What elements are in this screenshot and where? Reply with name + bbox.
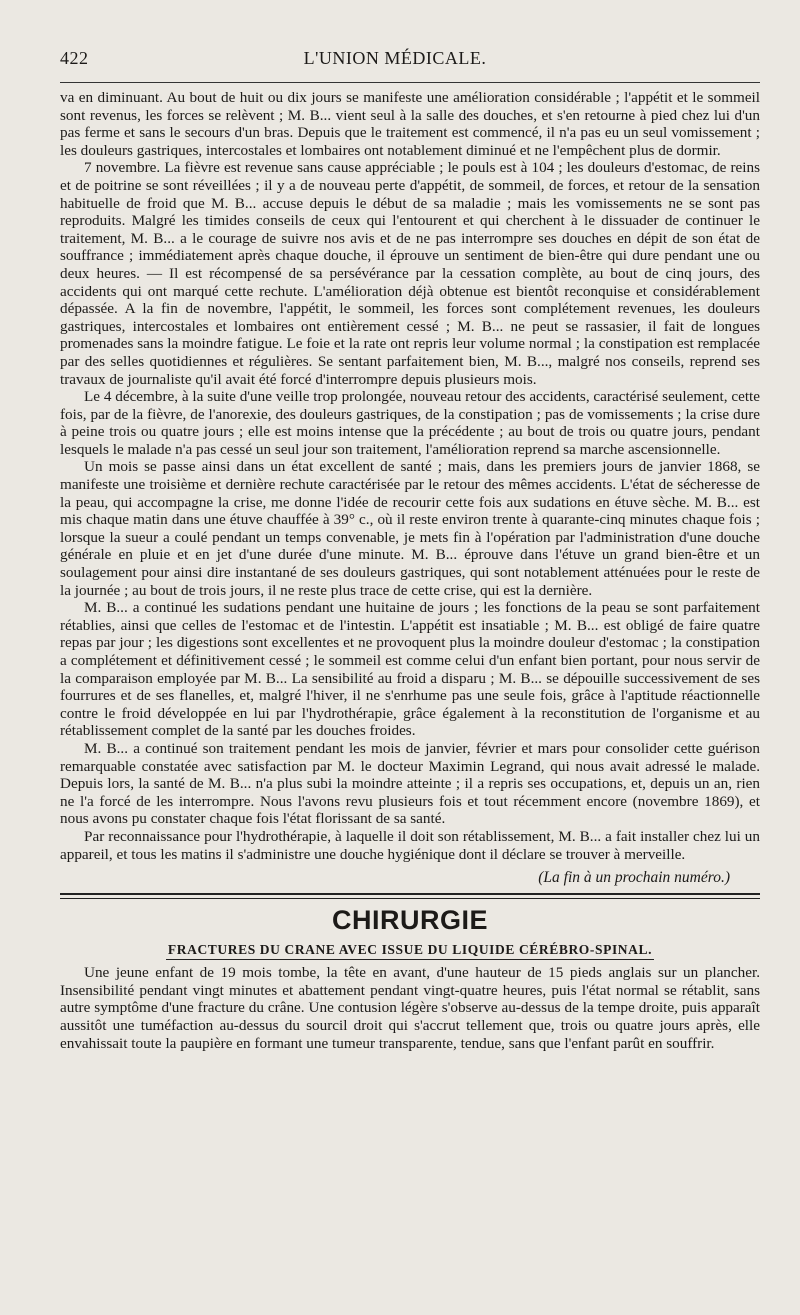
surgery-article-body [60, 964, 760, 1052]
page-header [60, 48, 760, 82]
running-title: L'UNION MÉDICALE. [303, 48, 487, 68]
paragraph: va en diminuant. Au bout de huit ou dix jours se manifeste une amélioration considérable ; l'appétit et le sommeil sont revenus, les forces se relèvent ; M. B... vient seul à la salle des douches, et s'en retourne à pied chez lui d'un pas ferme et sans le secours d'un bras. Depuis que le traitement est commencé, il n'a pas eu un seul vomissement ; les douleurs gastriques, intercostales et lombaires ont notablement diminué et ne l'empêchent plus de dormir. [60, 89, 760, 159]
paragraph: M. B... a continué les sudations pendant une huitaine de jours ; les fonctions de la peau se sont parfaitement rétablies, ainsi que celles de l'estomac et de l'intestin. L'appétit est insatiable ; M. B... est obligé de faire quatre repas par jour ; les digestions sont excellentes et ne provoquent plus la moindre douleur d'estomac ; la constipation a complétement et définitivement cessé ; le sommeil est comme celui d'un enfant bien portant, pour nous servir de la comparaison employée par M. B... La sensibilité au froid a disparu ; M. B... se dépouille successivement de ses fourrures et de ses flanelles, et, malgré l'hiver, il ne s'enrhume pas une seule fois, grâce à l'aptitude réactionnelle contre le froid développée en lui par l'hydrothérapie, grâce également à la reconstitution de l'organisme et au rétablissement complet de la santé par les douches froides. [60, 599, 760, 740]
paragraph: Une jeune enfant de 19 mois tombe, la tête en avant, d'une hauteur de 15 pieds anglais sur un plancher. Insensibilité pendant vingt minutes et abattement pendant vingt-quatre heures, puis l'état normal se rétablit, sans autre symptôme d'une fracture du crâne. Une contusion légère s'observe au-dessus de la tempe droite, puis apparaît aussitôt une tuméfaction au-dessus du sourcil droit qui s'accrut tellement que, trois ou quatre jours après, elle envahissait toute la paupière en formant une tumeur transparente, tendue, sans que l'enfant parût en souffrir. [60, 964, 760, 1052]
page-number: 422 [60, 48, 89, 68]
section-divider [60, 893, 760, 899]
section-title: CHIRURGIE [331, 905, 488, 936]
paragraph: M. B... a continué son traitement pendant les mois de janvier, février et mars pour consolider cette guérison remarquable constatée avec satisfaction par M. le docteur Maximin Legrand, qui nous avait adressé le malade. Depuis lors, la santé de M. B... n'a plus subi la moindre atteinte ; il a repris ses occupations, et, depuis un an, rien ne l'a forcé de les interrompre. Nous l'avons revu plusieurs fois et tout récemment encore (novembre 1869), et nous avons pu constater chaque fois l'état florissant de sa santé. [60, 739, 760, 828]
paragraph: Par reconnaissance pour l'hydrothérapie, à laquelle il doit son rétablissement, M. B... a fait installer chez lui un appareil, et tous les matins il s'administre une douche hygiénique dont il déclare se trouver à merveille. [60, 827, 760, 863]
article-title-text: FRACTURES DU CRANE AVEC ISSUE DU LIQUIDE CÉRÉBRO-SPINAL. [166, 942, 654, 960]
article-body [60, 89, 760, 863]
paragraph: 7 novembre. La fièvre est revenue sans cause appréciable ; le pouls est à 104 ; les douleurs d'estomac, de reins et de poitrine se sont réveillées ; il y a de nouveau perte d'appétit, de sommeil, de forces, et retour de la sensation habituelle de froid que M. B... accuse depuis le début de sa maladie ; mais les vomissements ne se sont pas reproduits. Malgré les timides conseils de ceux qui l'entourent et qui cherchent à le dissuader de continuer le traitement, M. B... a le courage de suivre nos avis et de ne pas interrompre ses douches en dépit de son état de souffrance ; immédiatement après chaque douche, il éprouve un sentiment de bien-être qui dure pendant une ou deux heures. — Il est récompensé de sa persévérance par la cessation complète, au bout de cinq jours, des accidents qui ont marqué cette rechute. L'amélioration déjà obtenue est bientôt reconquise et considérablement dépassée. A la fin de novembre, l'appétit, le sommeil, les forces sont complétement revenues, les douleurs gastriques, intercostales et lombaires ont entièrement cessé ; M. B... ne peut se rassasier, il fait de longues promenades sans la moindre fatigue. Le foie et la rate ont repris leur volume normal ; la constipation est remplacée par des selles quotidiennes et régulières. Se sentant parfaitement bien, M. B..., malgré nos conseils, reprend ses travaux de journaliste qu'il avait été forcé d'interrompre depuis plusieurs mois. [60, 159, 760, 388]
paragraph: Le 4 décembre, à la suite d'une veille trop prolongée, nouveau retour des accidents, caractérisé seulement, cette fois, par de la fièvre, de l'anorexie, des douleurs gastriques, de la constipation ; pas de vomissements ; la crise dure à peine trois ou quatre jours ; elle est moins intense que la précédente ; au bout de trois ou quatre jours, pendant lesquels le malade n'a pas cessé un seul jour son traitement, l'amélioration reprend sa marche ascensionnelle. [60, 388, 760, 458]
continuation-note: (La fin à un prochain numéro.) [538, 869, 730, 887]
header-rule [60, 82, 760, 83]
article-title [60, 942, 760, 958]
paragraph: Un mois se passe ainsi dans un état excellent de santé ; mais, dans les premiers jours de janvier 1868, se manifeste une troisième et dernière rechute caractérisée par le retour des mêmes accidents. L'état de sécheresse de la peau, qui accompagne la crise, me donne l'idée de recourir cette fois aux sudations en étuve sèche. M. B... est mis chaque matin dans une étuve chauffée à 39° c., où il reste environ trente à quarante-cinq minutes chaque fois ; lorsque la sueur a coulé pendant un temps convenable, je mets fin à l'opération par l'administration d'une douche générale en pluie et en jet d'une durée d'une minute. M. B... éprouve dans l'étuve un grand bien-être et un soulagement pour ainsi dire instantané de ses douleurs gastriques, qui sont notablement atténuées pour le reste de la journée ; au bout de trois jours, il ne reste plus trace de cette crise, qui est la dernière. [60, 458, 760, 599]
